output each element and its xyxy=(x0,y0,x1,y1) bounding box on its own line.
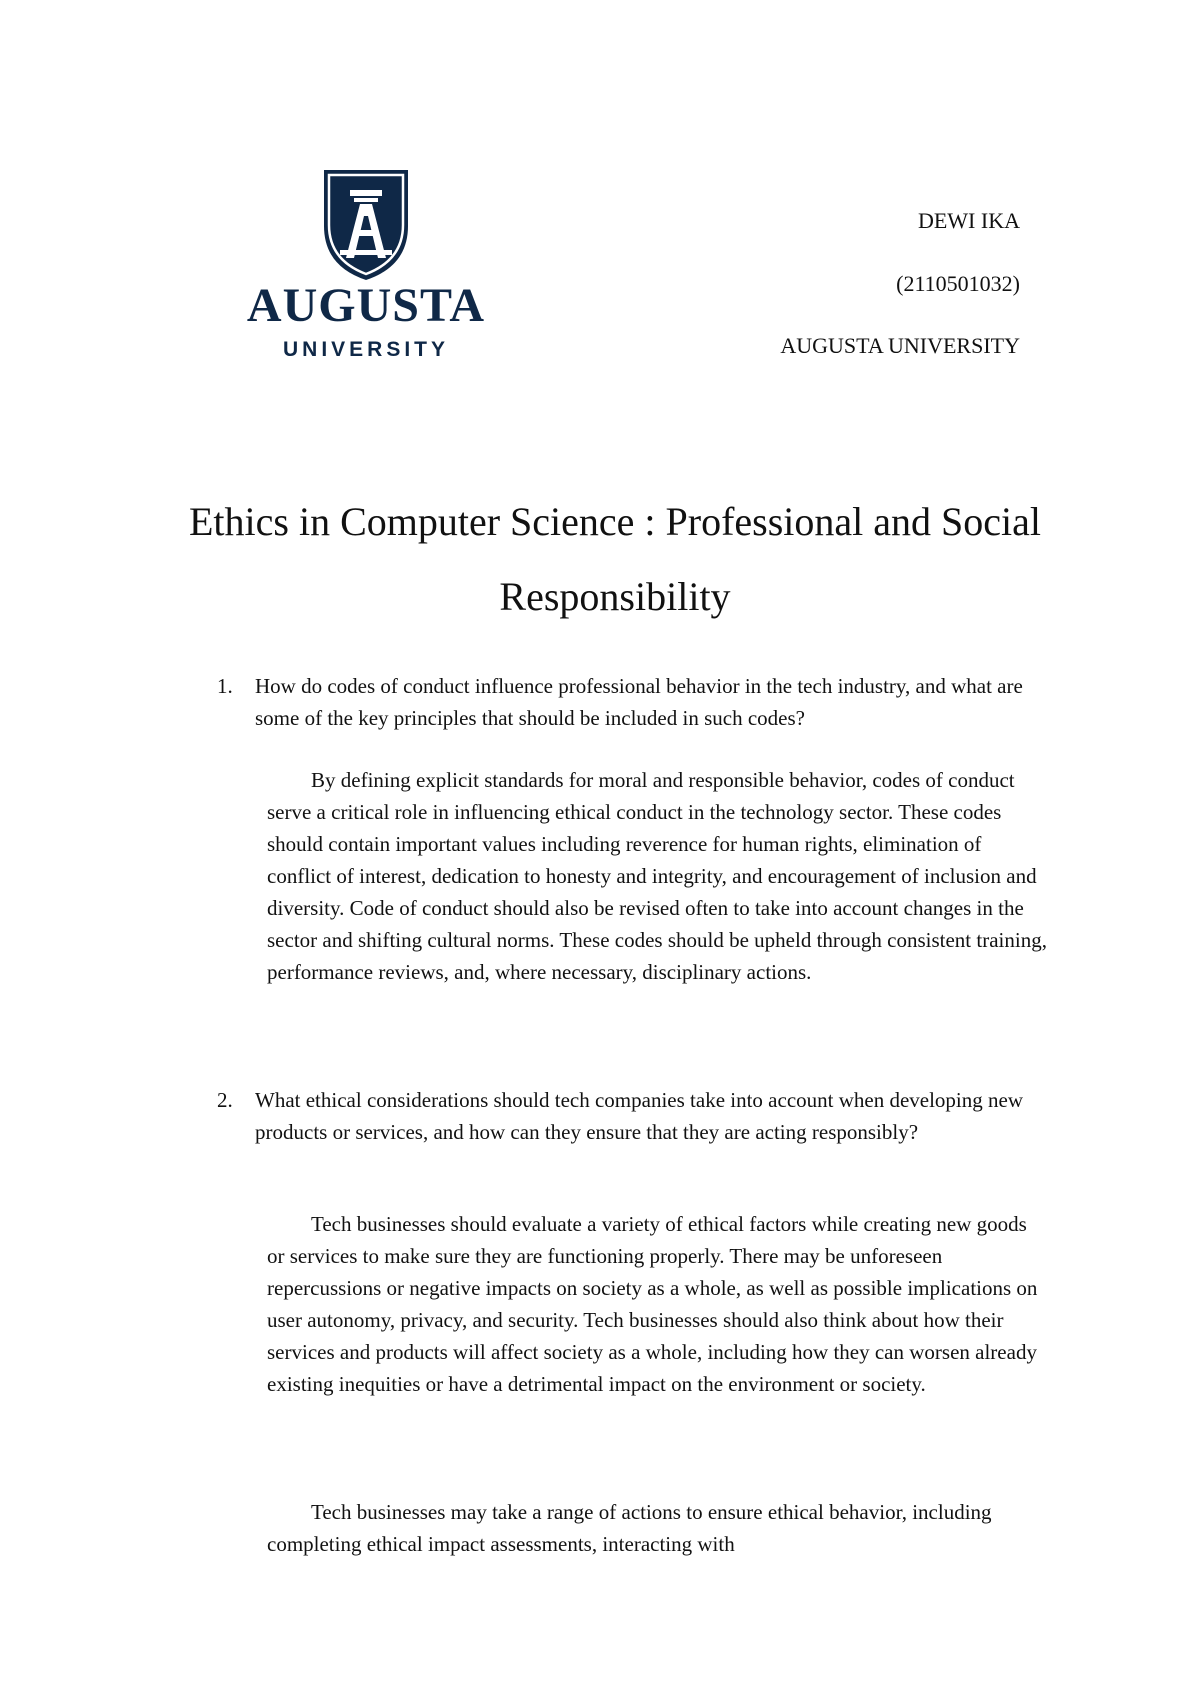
answer-paragraph: By defining explicit standards for moral and responsible behavior, codes of conduct serve a critical role in influencing ethical conduct in the technology sector. These codes should contain important values including reverence for human rights, elimination of conflict of interest, dedication to honesty and integrity, and encouragement of inclusion and diversity. Code of conduct should also be revised often to take into account changes in the sector and shifting cultural norms. These codes should be upheld through consistent training, performance reviews, and, where necessary, disciplinary actions. xyxy=(267,768,1047,984)
student-id: (2110501032) xyxy=(896,271,1020,296)
question-number: 1. xyxy=(217,674,233,698)
institution: AUGUSTA UNIVERSITY xyxy=(780,333,1020,358)
shield-crest-icon xyxy=(228,170,504,280)
question-number: 2. xyxy=(217,1088,233,1112)
question-1 xyxy=(217,670,1045,734)
augusta-university-logo xyxy=(228,170,504,370)
answer-paragraph: Tech businesses may take a range of actions to ensure ethical behavior, including completing ethical impact assessments, interacting with xyxy=(267,1500,992,1556)
answer-paragraph: Tech businesses should evaluate a variety of ethical factors while creating new goods or services to make sure they are functioning properly. There may be unforeseen repercussions or negative impacts on society as a whole, as well as possible implications on user autonomy, privacy, and security. Tech businesses should also think about how their services and products will affect society as a whole, including how they can worsen already existing inequities or have a detrimental impact on the environment or society. xyxy=(267,1212,1038,1396)
question-text: How do codes of conduct influence professional behavior in the tech industry, and what are some of the key principles that should be included in such codes? xyxy=(255,674,1023,730)
question-text: What ethical considerations should tech companies take into account when developing new products or services, and how can they ensure that they are acting responsibly? xyxy=(255,1088,1024,1144)
document-title: Ethics in Computer Science : Professional and Social Responsibility xyxy=(188,499,1042,619)
author-name: DEWI IKA xyxy=(917,208,1020,233)
question-2 xyxy=(217,1084,1045,1148)
logo-wordmark-augusta: AUGUSTA xyxy=(246,279,486,332)
logo-wordmark-university: UNIVERSITY xyxy=(282,338,450,361)
